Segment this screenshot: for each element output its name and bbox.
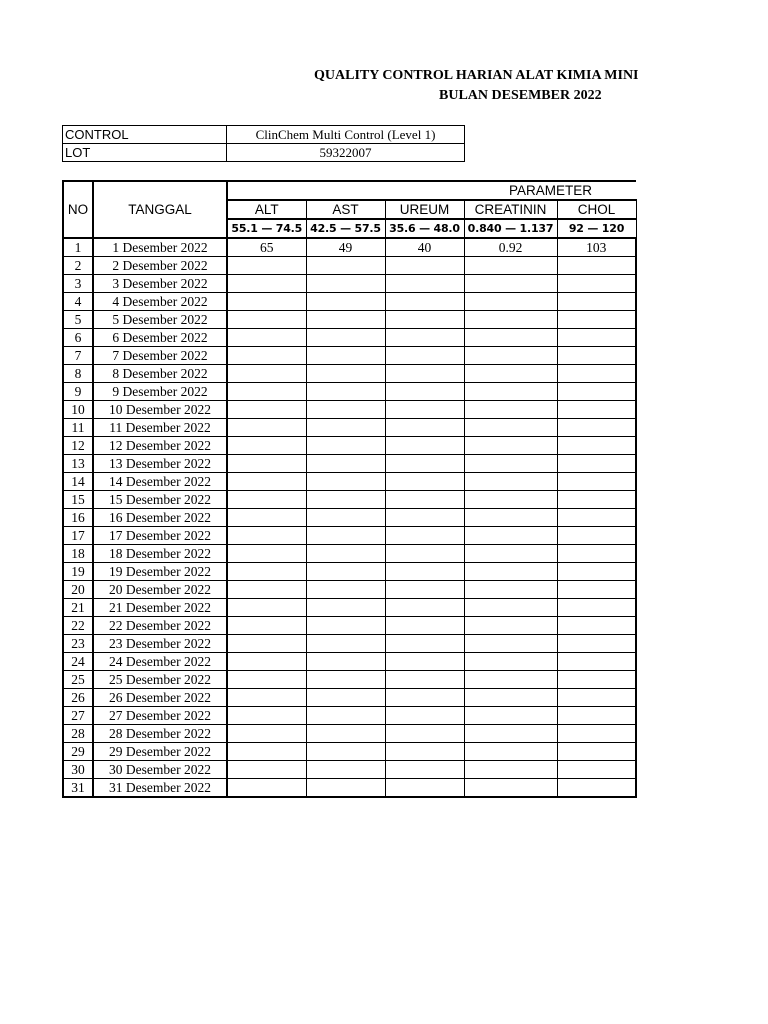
value-cell-alt — [227, 293, 306, 311]
control-label: CONTROL — [63, 126, 227, 144]
value-cell-creatinin — [464, 311, 557, 329]
row-date: 1 Desember 2022 — [93, 238, 227, 257]
row-date: 7 Desember 2022 — [93, 347, 227, 365]
value-cell-creatinin — [464, 257, 557, 275]
value-cell-ast — [306, 293, 385, 311]
value-cell-ureum — [385, 563, 464, 581]
value-cell-ureum — [385, 257, 464, 275]
row-number: 6 — [63, 329, 93, 347]
value-cell-chol — [557, 275, 636, 293]
row-date: 19 Desember 2022 — [93, 563, 227, 581]
row-number: 11 — [63, 419, 93, 437]
value-cell-ureum — [385, 689, 464, 707]
value-cell-ast — [306, 455, 385, 473]
value-cell-chol: 103 — [557, 238, 636, 257]
value-cell-ast — [306, 311, 385, 329]
value-cell-creatinin — [464, 437, 557, 455]
value-cell-creatinin — [464, 599, 557, 617]
value-cell-creatinin — [464, 689, 557, 707]
value-cell-ureum — [385, 365, 464, 383]
value-cell-chol — [557, 761, 636, 779]
value-cell-alt — [227, 509, 306, 527]
value-cell-ast — [306, 365, 385, 383]
value-cell-ast — [306, 599, 385, 617]
table-row — [63, 743, 636, 761]
value-cell-creatinin — [464, 545, 557, 563]
value-cell-alt — [227, 563, 306, 581]
value-cell-chol — [557, 635, 636, 653]
row-number: 2 — [63, 257, 93, 275]
value-cell-chol — [557, 617, 636, 635]
value-cell-creatinin — [464, 707, 557, 725]
value-cell-ureum — [385, 743, 464, 761]
row-number: 7 — [63, 347, 93, 365]
value-cell-ast — [306, 383, 385, 401]
value-cell-creatinin — [464, 671, 557, 689]
table-row — [63, 383, 636, 401]
value-cell-creatinin — [464, 419, 557, 437]
parameter-range-creatinin: 0.840 — 1.137 — [464, 219, 557, 238]
row-date: 20 Desember 2022 — [93, 581, 227, 599]
parameter-range-ast: 42.5 — 57.5 — [306, 219, 385, 238]
value-cell-ast — [306, 761, 385, 779]
row-date: 18 Desember 2022 — [93, 545, 227, 563]
row-number: 20 — [63, 581, 93, 599]
value-cell-chol — [557, 311, 636, 329]
row-number: 21 — [63, 599, 93, 617]
value-cell-alt — [227, 599, 306, 617]
value-cell-creatinin — [464, 383, 557, 401]
table-row — [63, 473, 636, 491]
value-cell-ast — [306, 257, 385, 275]
table-row — [63, 238, 636, 257]
value-cell-creatinin — [464, 509, 557, 527]
value-cell-ast — [306, 275, 385, 293]
value-cell-chol — [557, 419, 636, 437]
value-cell-creatinin — [464, 293, 557, 311]
page-subtitle: BULAN DESEMBER 2022 — [439, 88, 602, 103]
table-row — [63, 779, 636, 798]
table-row — [63, 581, 636, 599]
row-number: 30 — [63, 761, 93, 779]
no-header: NO — [63, 181, 93, 238]
row-date: 6 Desember 2022 — [93, 329, 227, 347]
row-date: 4 Desember 2022 — [93, 293, 227, 311]
table-row — [63, 329, 636, 347]
row-number: 14 — [63, 473, 93, 491]
table-row — [63, 437, 636, 455]
value-cell-ast — [306, 725, 385, 743]
value-cell-ast — [306, 473, 385, 491]
row-number: 10 — [63, 401, 93, 419]
row-date: 22 Desember 2022 — [93, 617, 227, 635]
table-row — [63, 563, 636, 581]
row-date: 16 Desember 2022 — [93, 509, 227, 527]
lot-row — [63, 144, 465, 162]
value-cell-ureum — [385, 707, 464, 725]
value-cell-alt — [227, 383, 306, 401]
value-cell-creatinin — [464, 491, 557, 509]
date-header: TANGGAL — [93, 181, 227, 238]
value-cell-chol — [557, 725, 636, 743]
value-cell-ureum — [385, 599, 464, 617]
row-date: 27 Desember 2022 — [93, 707, 227, 725]
value-cell-creatinin — [464, 761, 557, 779]
row-number: 31 — [63, 779, 93, 798]
row-date: 25 Desember 2022 — [93, 671, 227, 689]
value-cell-ureum — [385, 491, 464, 509]
value-cell-alt — [227, 329, 306, 347]
value-cell-chol — [557, 527, 636, 545]
table-row — [63, 725, 636, 743]
value-cell-alt — [227, 617, 306, 635]
row-date: 10 Desember 2022 — [93, 401, 227, 419]
control-info-table — [62, 125, 465, 162]
control-value: ClinChem Multi Control (Level 1) — [227, 126, 465, 144]
value-cell-alt — [227, 437, 306, 455]
value-cell-ureum — [385, 617, 464, 635]
parameter-header: PARAMETER — [227, 181, 636, 200]
value-cell-chol — [557, 581, 636, 599]
row-date: 23 Desember 2022 — [93, 635, 227, 653]
lot-label: LOT — [63, 144, 227, 162]
value-cell-alt — [227, 779, 306, 798]
value-cell-alt — [227, 419, 306, 437]
row-date: 5 Desember 2022 — [93, 311, 227, 329]
value-cell-alt — [227, 725, 306, 743]
row-date: 17 Desember 2022 — [93, 527, 227, 545]
table-row — [63, 653, 636, 671]
value-cell-ast — [306, 689, 385, 707]
value-cell-ureum — [385, 545, 464, 563]
value-cell-chol — [557, 401, 636, 419]
value-cell-alt — [227, 743, 306, 761]
row-date: 30 Desember 2022 — [93, 761, 227, 779]
control-row — [63, 126, 465, 144]
row-number: 5 — [63, 311, 93, 329]
header-row-parameter — [63, 181, 636, 200]
row-number: 25 — [63, 671, 93, 689]
row-date: 2 Desember 2022 — [93, 257, 227, 275]
value-cell-chol — [557, 509, 636, 527]
value-cell-ast — [306, 527, 385, 545]
row-number: 18 — [63, 545, 93, 563]
parameter-range-alt: 55.1 — 74.5 — [227, 219, 306, 238]
value-cell-creatinin — [464, 581, 557, 599]
value-cell-ureum — [385, 527, 464, 545]
value-cell-alt — [227, 491, 306, 509]
row-date: 28 Desember 2022 — [93, 725, 227, 743]
value-cell-alt — [227, 455, 306, 473]
value-cell-ast — [306, 401, 385, 419]
value-cell-alt — [227, 473, 306, 491]
value-cell-ast — [306, 635, 385, 653]
value-cell-chol — [557, 707, 636, 725]
value-cell-creatinin: 0.92 — [464, 238, 557, 257]
value-cell-creatinin — [464, 455, 557, 473]
row-date: 13 Desember 2022 — [93, 455, 227, 473]
table-row — [63, 347, 636, 365]
value-cell-alt — [227, 689, 306, 707]
value-cell-chol — [557, 473, 636, 491]
value-cell-alt — [227, 653, 306, 671]
value-cell-chol — [557, 437, 636, 455]
value-cell-ureum — [385, 581, 464, 599]
page-title: QUALITY CONTROL HARIAN ALAT KIMIA MINI — [314, 68, 639, 83]
row-date: 24 Desember 2022 — [93, 653, 227, 671]
row-date: 15 Desember 2022 — [93, 491, 227, 509]
value-cell-creatinin — [464, 743, 557, 761]
value-cell-chol — [557, 689, 636, 707]
value-cell-ast — [306, 779, 385, 798]
row-number: 15 — [63, 491, 93, 509]
value-cell-chol — [557, 455, 636, 473]
table-row — [63, 257, 636, 275]
table-row — [63, 671, 636, 689]
row-number: 4 — [63, 293, 93, 311]
row-number: 27 — [63, 707, 93, 725]
parameter-name-ureum: UREUM — [385, 200, 464, 219]
value-cell-chol — [557, 743, 636, 761]
qc-table — [62, 180, 637, 798]
value-cell-ast: 49 — [306, 238, 385, 257]
table-row — [63, 365, 636, 383]
value-cell-ureum — [385, 347, 464, 365]
table-row — [63, 617, 636, 635]
value-cell-creatinin — [464, 365, 557, 383]
row-date: 29 Desember 2022 — [93, 743, 227, 761]
value-cell-chol — [557, 653, 636, 671]
table-row — [63, 401, 636, 419]
value-cell-ast — [306, 509, 385, 527]
parameter-name-creatinin: CREATININ — [464, 200, 557, 219]
value-cell-ast — [306, 437, 385, 455]
row-number: 22 — [63, 617, 93, 635]
value-cell-ast — [306, 347, 385, 365]
row-date: 3 Desember 2022 — [93, 275, 227, 293]
value-cell-chol — [557, 779, 636, 798]
value-cell-ureum — [385, 419, 464, 437]
table-row — [63, 293, 636, 311]
table-row — [63, 707, 636, 725]
value-cell-ast — [306, 329, 385, 347]
value-cell-ast — [306, 671, 385, 689]
row-number: 28 — [63, 725, 93, 743]
value-cell-creatinin — [464, 779, 557, 798]
row-date: 8 Desember 2022 — [93, 365, 227, 383]
value-cell-ast — [306, 491, 385, 509]
value-cell-alt — [227, 707, 306, 725]
value-cell-ast — [306, 545, 385, 563]
row-date: 21 Desember 2022 — [93, 599, 227, 617]
row-number: 8 — [63, 365, 93, 383]
value-cell-creatinin — [464, 329, 557, 347]
value-cell-alt — [227, 401, 306, 419]
value-cell-ast — [306, 707, 385, 725]
value-cell-chol — [557, 329, 636, 347]
value-cell-ureum — [385, 437, 464, 455]
value-cell-alt — [227, 581, 306, 599]
value-cell-alt — [227, 635, 306, 653]
value-cell-alt — [227, 347, 306, 365]
row-number: 24 — [63, 653, 93, 671]
row-date: 31 Desember 2022 — [93, 779, 227, 798]
value-cell-ureum — [385, 275, 464, 293]
value-cell-creatinin — [464, 275, 557, 293]
value-cell-chol — [557, 347, 636, 365]
value-cell-ureum — [385, 329, 464, 347]
row-number: 12 — [63, 437, 93, 455]
value-cell-ureum — [385, 455, 464, 473]
value-cell-ureum: 40 — [385, 238, 464, 257]
row-date: 12 Desember 2022 — [93, 437, 227, 455]
value-cell-ureum — [385, 653, 464, 671]
value-cell-ureum — [385, 509, 464, 527]
value-cell-creatinin — [464, 617, 557, 635]
value-cell-chol — [557, 257, 636, 275]
row-number: 1 — [63, 238, 93, 257]
row-number: 23 — [63, 635, 93, 653]
table-row — [63, 491, 636, 509]
value-cell-creatinin — [464, 473, 557, 491]
row-date: 9 Desember 2022 — [93, 383, 227, 401]
value-cell-ureum — [385, 725, 464, 743]
row-number: 19 — [63, 563, 93, 581]
value-cell-chol — [557, 293, 636, 311]
value-cell-ast — [306, 617, 385, 635]
value-cell-chol — [557, 563, 636, 581]
lot-value: 59322007 — [227, 144, 465, 162]
value-cell-alt — [227, 311, 306, 329]
value-cell-ureum — [385, 401, 464, 419]
table-row — [63, 419, 636, 437]
value-cell-creatinin — [464, 635, 557, 653]
value-cell-alt — [227, 365, 306, 383]
value-cell-ureum — [385, 671, 464, 689]
value-cell-ureum — [385, 779, 464, 798]
row-date: 26 Desember 2022 — [93, 689, 227, 707]
value-cell-alt — [227, 527, 306, 545]
value-cell-ast — [306, 743, 385, 761]
value-cell-ast — [306, 419, 385, 437]
row-number: 3 — [63, 275, 93, 293]
value-cell-chol — [557, 383, 636, 401]
value-cell-ureum — [385, 383, 464, 401]
row-number: 16 — [63, 509, 93, 527]
value-cell-ureum — [385, 473, 464, 491]
value-cell-chol — [557, 365, 636, 383]
value-cell-ureum — [385, 635, 464, 653]
value-cell-alt: 65 — [227, 238, 306, 257]
value-cell-ast — [306, 563, 385, 581]
table-row — [63, 509, 636, 527]
value-cell-chol — [557, 671, 636, 689]
value-cell-alt — [227, 257, 306, 275]
row-number: 13 — [63, 455, 93, 473]
table-row — [63, 455, 636, 473]
value-cell-alt — [227, 761, 306, 779]
value-cell-alt — [227, 545, 306, 563]
value-cell-creatinin — [464, 527, 557, 545]
parameter-range-chol: 92 — 120 — [557, 219, 636, 238]
table-row — [63, 527, 636, 545]
value-cell-creatinin — [464, 563, 557, 581]
value-cell-chol — [557, 545, 636, 563]
value-cell-creatinin — [464, 347, 557, 365]
value-cell-creatinin — [464, 401, 557, 419]
value-cell-alt — [227, 671, 306, 689]
table-row — [63, 275, 636, 293]
table-row — [63, 689, 636, 707]
value-cell-creatinin — [464, 725, 557, 743]
value-cell-chol — [557, 599, 636, 617]
row-number: 29 — [63, 743, 93, 761]
parameter-name-ast: AST — [306, 200, 385, 219]
row-number: 9 — [63, 383, 93, 401]
value-cell-alt — [227, 275, 306, 293]
value-cell-ast — [306, 653, 385, 671]
value-cell-ast — [306, 581, 385, 599]
qc-table-body — [63, 238, 636, 797]
value-cell-ureum — [385, 311, 464, 329]
table-row — [63, 635, 636, 653]
parameter-name-chol: CHOL — [557, 200, 636, 219]
parameter-name-alt: ALT — [227, 200, 306, 219]
table-row — [63, 311, 636, 329]
table-row — [63, 599, 636, 617]
row-number: 17 — [63, 527, 93, 545]
row-date: 11 Desember 2022 — [93, 419, 227, 437]
table-row — [63, 761, 636, 779]
value-cell-chol — [557, 491, 636, 509]
parameter-range-ureum: 35.6 — 48.0 — [385, 219, 464, 238]
value-cell-ureum — [385, 761, 464, 779]
row-number: 26 — [63, 689, 93, 707]
row-date: 14 Desember 2022 — [93, 473, 227, 491]
table-row — [63, 545, 636, 563]
value-cell-ureum — [385, 293, 464, 311]
value-cell-creatinin — [464, 653, 557, 671]
